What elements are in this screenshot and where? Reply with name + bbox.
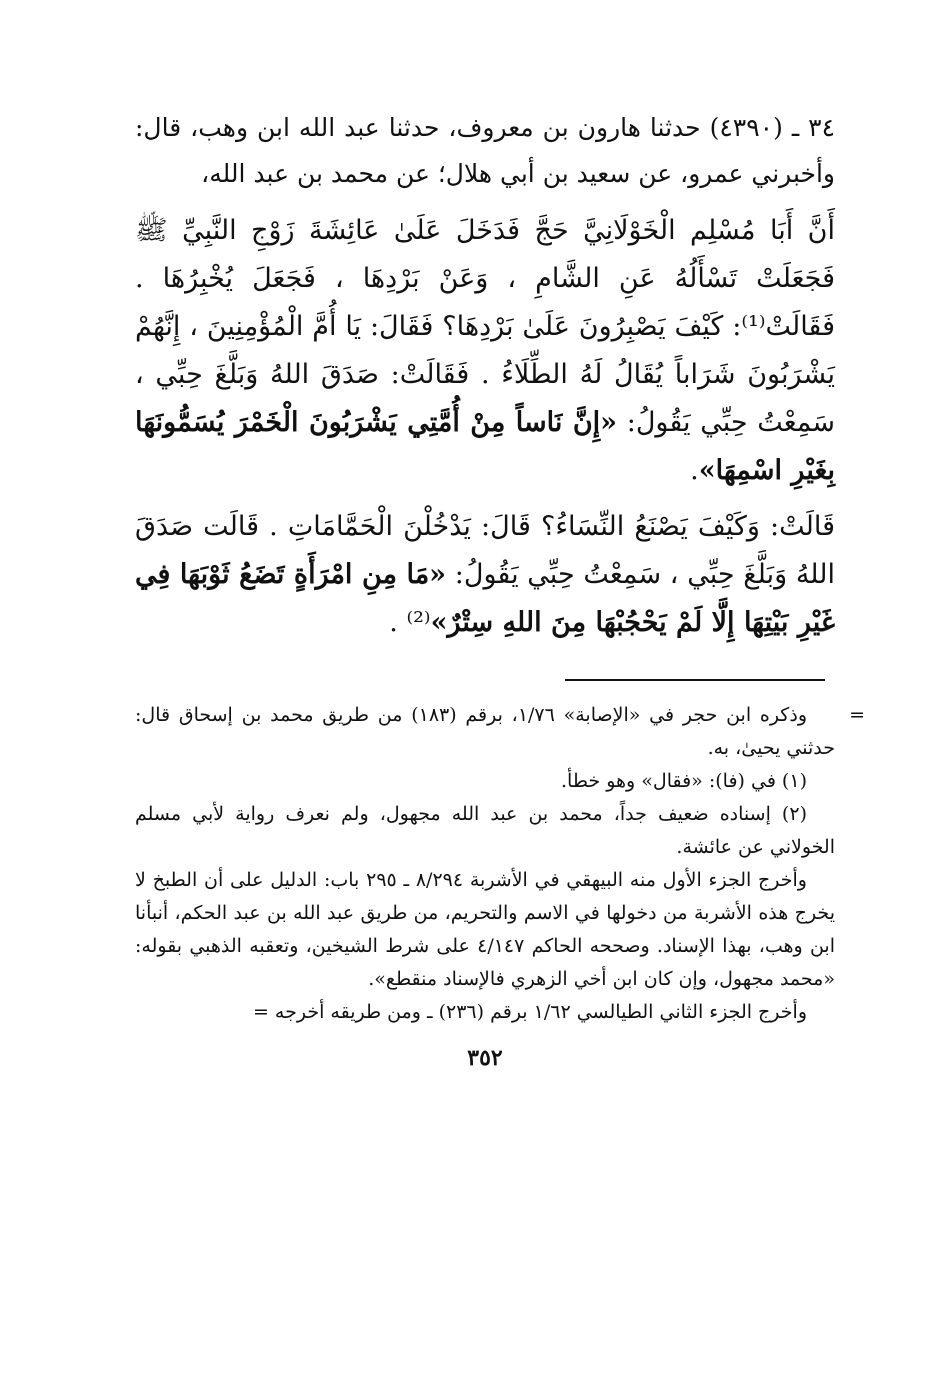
footnotes bbox=[135, 699, 865, 1029]
prophetic-quote-2: «مَا مِنِ امْرَأَةٍ تَضَعُ ثَوْبَهَا فِي غَيْرِ بَيْتِهَا إِلَّا لَمْ يَحْجُبْهَا مِنَ اللهِ سِتْرٌ» bbox=[135, 559, 835, 638]
paragraph-2-end: ⁽²⁾ . bbox=[389, 607, 431, 638]
continuation-mark-end: = bbox=[252, 1001, 269, 1023]
hadith-narrative-2: قَالَتْ: وَكَيْفَ يَصْنَعُ النِّسَاءُ؟ قَالَ: يَدْخُلْنَ الْحَمَّامَاتِ . قَالَت صَدَقَ اللهُ وَبَلَّغَ حِبِّي ، سَمِعْتُ حِبِّي يَقُولُ: bbox=[135, 511, 835, 590]
book-page bbox=[135, 105, 865, 1071]
page-number: ٣٥٢ bbox=[467, 1045, 503, 1071]
prophetic-quote-1: «إِنَّ نَاساً مِنْ أُمَّتِي يَشْرَبُونَ الْخَمْرَ يُسَمُّونَهَا بِغَيْرِ اسْمِهَا» bbox=[135, 407, 835, 486]
footnote-2-part-c-text: وأخرج الجزء الثاني الطيالسي ١/٦٢ برقم (٢٣٦) ـ ومن طريقه أخرجه bbox=[274, 1001, 807, 1023]
footnote-1: (١) في (فا): «فقال» وهو خطأ. bbox=[561, 770, 807, 792]
main-text bbox=[135, 105, 835, 647]
footnote-2: (٢) إسناده ضعيف جداً، محمد بن عبد الله مجهول، ولم نعرف رواية لأبي مسلم الخولاني عن عائشة. bbox=[135, 803, 835, 858]
continuation-mark: = bbox=[849, 704, 865, 726]
footnote-2-part-c bbox=[135, 996, 835, 1029]
footnote-2-part-b: وأخرج الجزء الأول منه البيهقي في الأشربة ٨/٢٩٤ ـ ٢٩٥ باب: الدليل على أن الطبخ لا يخرج هذه الأشربة من دخولها في الاسم والتحريم، من طريق عبد الله بن عبد الحكم، أنبأنا ابن وهب، بهذا الإسناد. وصححه الحاكم ٤/١٤٧ على شرط الشيخين، وتعقبه الذهبي بقوله: «محمد مجهول، وإن كان ابن أخي الزهري فالإسناد منقطع». bbox=[135, 869, 835, 990]
paragraph-1-end: . bbox=[690, 455, 699, 486]
hadith-paragraph-1 bbox=[135, 207, 835, 495]
footnote-divider bbox=[565, 679, 825, 681]
hadith-paragraph-2 bbox=[135, 503, 835, 647]
hadith-narrative-1: أَنَّ أَبَا مُسْلِم الْخَوْلَانِيَّ حَجَّ فَدَخَلَ عَلَىٰ عَائِشَةَ زَوْجِ النَّبِيِّ ﷺ فَجَعَلَتْ تَسْأَلُهُ عَنِ الشَّامِ ، وَعَنْ بَرْدِهَا ، فَجَعَلَ يُخْبِرُهَا . فَقَالَتْ⁽¹⁾: كَيْفَ يَصْبِرُونَ عَلَىٰ بَرْدِهَا؟ فَقَالَ: يَا أُمَّ الْمُؤْمِنِينَ ، إِنَّهُمْ يَشْرَبُونَ شَرَاباً يُقَالُ لَهُ الطِّلَاءُ . فَقَالَتْ: صَدَقَ اللهُ وَبَلَّغَ حِبِّي ، سَمِعْتُ حِبِّي يَقُولُ: bbox=[135, 215, 835, 438]
footnote-continued: وذكره ابن حجر في «الإصابة» ١/٧٦، برقم (١٨٣) من طريق محمد بن إسحاق قال: حدثني يحيىٰ، به. bbox=[135, 704, 835, 759]
hadith-heading: ٣٤ ـ (٤٣٩٠) حدثنا هارون بن معروف، حدثنا عبد الله ابن وهب، قال: وأخبرني عمرو، عن سعيد بن أبي هلال؛ عن محمد بن عبد الله، bbox=[135, 113, 835, 188]
